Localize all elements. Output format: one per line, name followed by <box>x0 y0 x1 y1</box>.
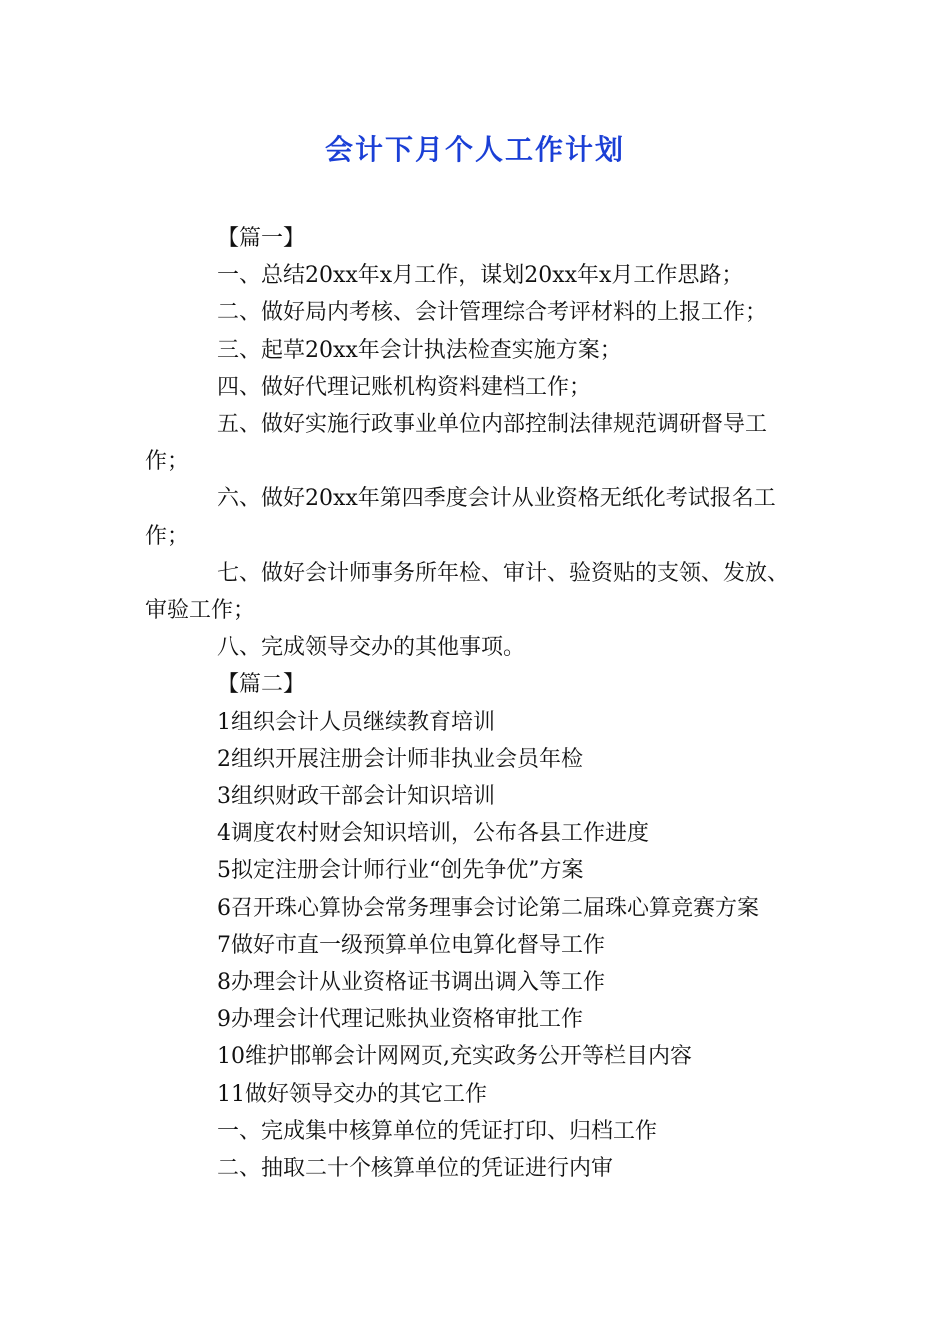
list-item: 六、做好20xx年第四季度会计从业资格无纸化考试报名工作； <box>145 486 776 549</box>
section-heading-2: 【篇二】 <box>217 672 306 698</box>
list-item: 7做好市直一级预算单位电算化督导工作 <box>217 932 605 958</box>
list-item: 七、做好会计师事务所年检、审计、验资贴的支领、发放、审验工作； <box>145 560 790 624</box>
list-item: 五、做好实施行政事业单位内部控制法律规范调研督导工作； <box>145 412 768 475</box>
list-item: 3组织财政干部会计知识培训 <box>217 784 495 810</box>
list-item: 5拟定注册会计师行业“创先争优”方案 <box>217 858 584 884</box>
document-body <box>145 220 810 1187</box>
list-item: 10维护邯郸会计网网页,充实政务公开等栏目内容 <box>217 1044 692 1070</box>
list-item: 八、完成领导交办的其他事项。 <box>217 635 526 661</box>
list-item: 1组织会计人员继续教育培训 <box>217 709 495 735</box>
list-item: 4调度农村财会知识培训，公布各县工作进度 <box>217 821 649 847</box>
document-title: 会计下月个人工作计划 <box>324 133 625 166</box>
list-item: 2组织开展注册会计师非执业会员年检 <box>217 746 583 772</box>
list-item: 四、做好代理记账机构资料建档工作； <box>217 374 592 400</box>
list-item: 一、完成集中核算单位的凭证打印、归档工作 <box>217 1118 658 1144</box>
list-item: 二、抽取二十个核算单位的凭证进行内审 <box>217 1156 614 1182</box>
section-heading-1: 【篇一】 <box>217 226 306 251</box>
list-item: 一、总结20xx年x月工作，谋划20xx年x月工作思路； <box>217 263 744 289</box>
list-item: 6召开珠心算协会常务理事会讨论第二届珠心算竞赛方案 <box>217 895 759 921</box>
list-item: 8办理会计从业资格证书调出调入等工作 <box>217 970 605 996</box>
list-item: 三、起草20xx年会计执法检查实施方案； <box>217 337 622 363</box>
list-item: 9办理会计代理记账执业资格审批工作 <box>217 1007 583 1033</box>
list-item: 二、做好局内考核、会计管理综合考评材料的上报工作； <box>217 300 768 326</box>
list-item: 11做好领导交办的其它工作 <box>217 1081 487 1107</box>
